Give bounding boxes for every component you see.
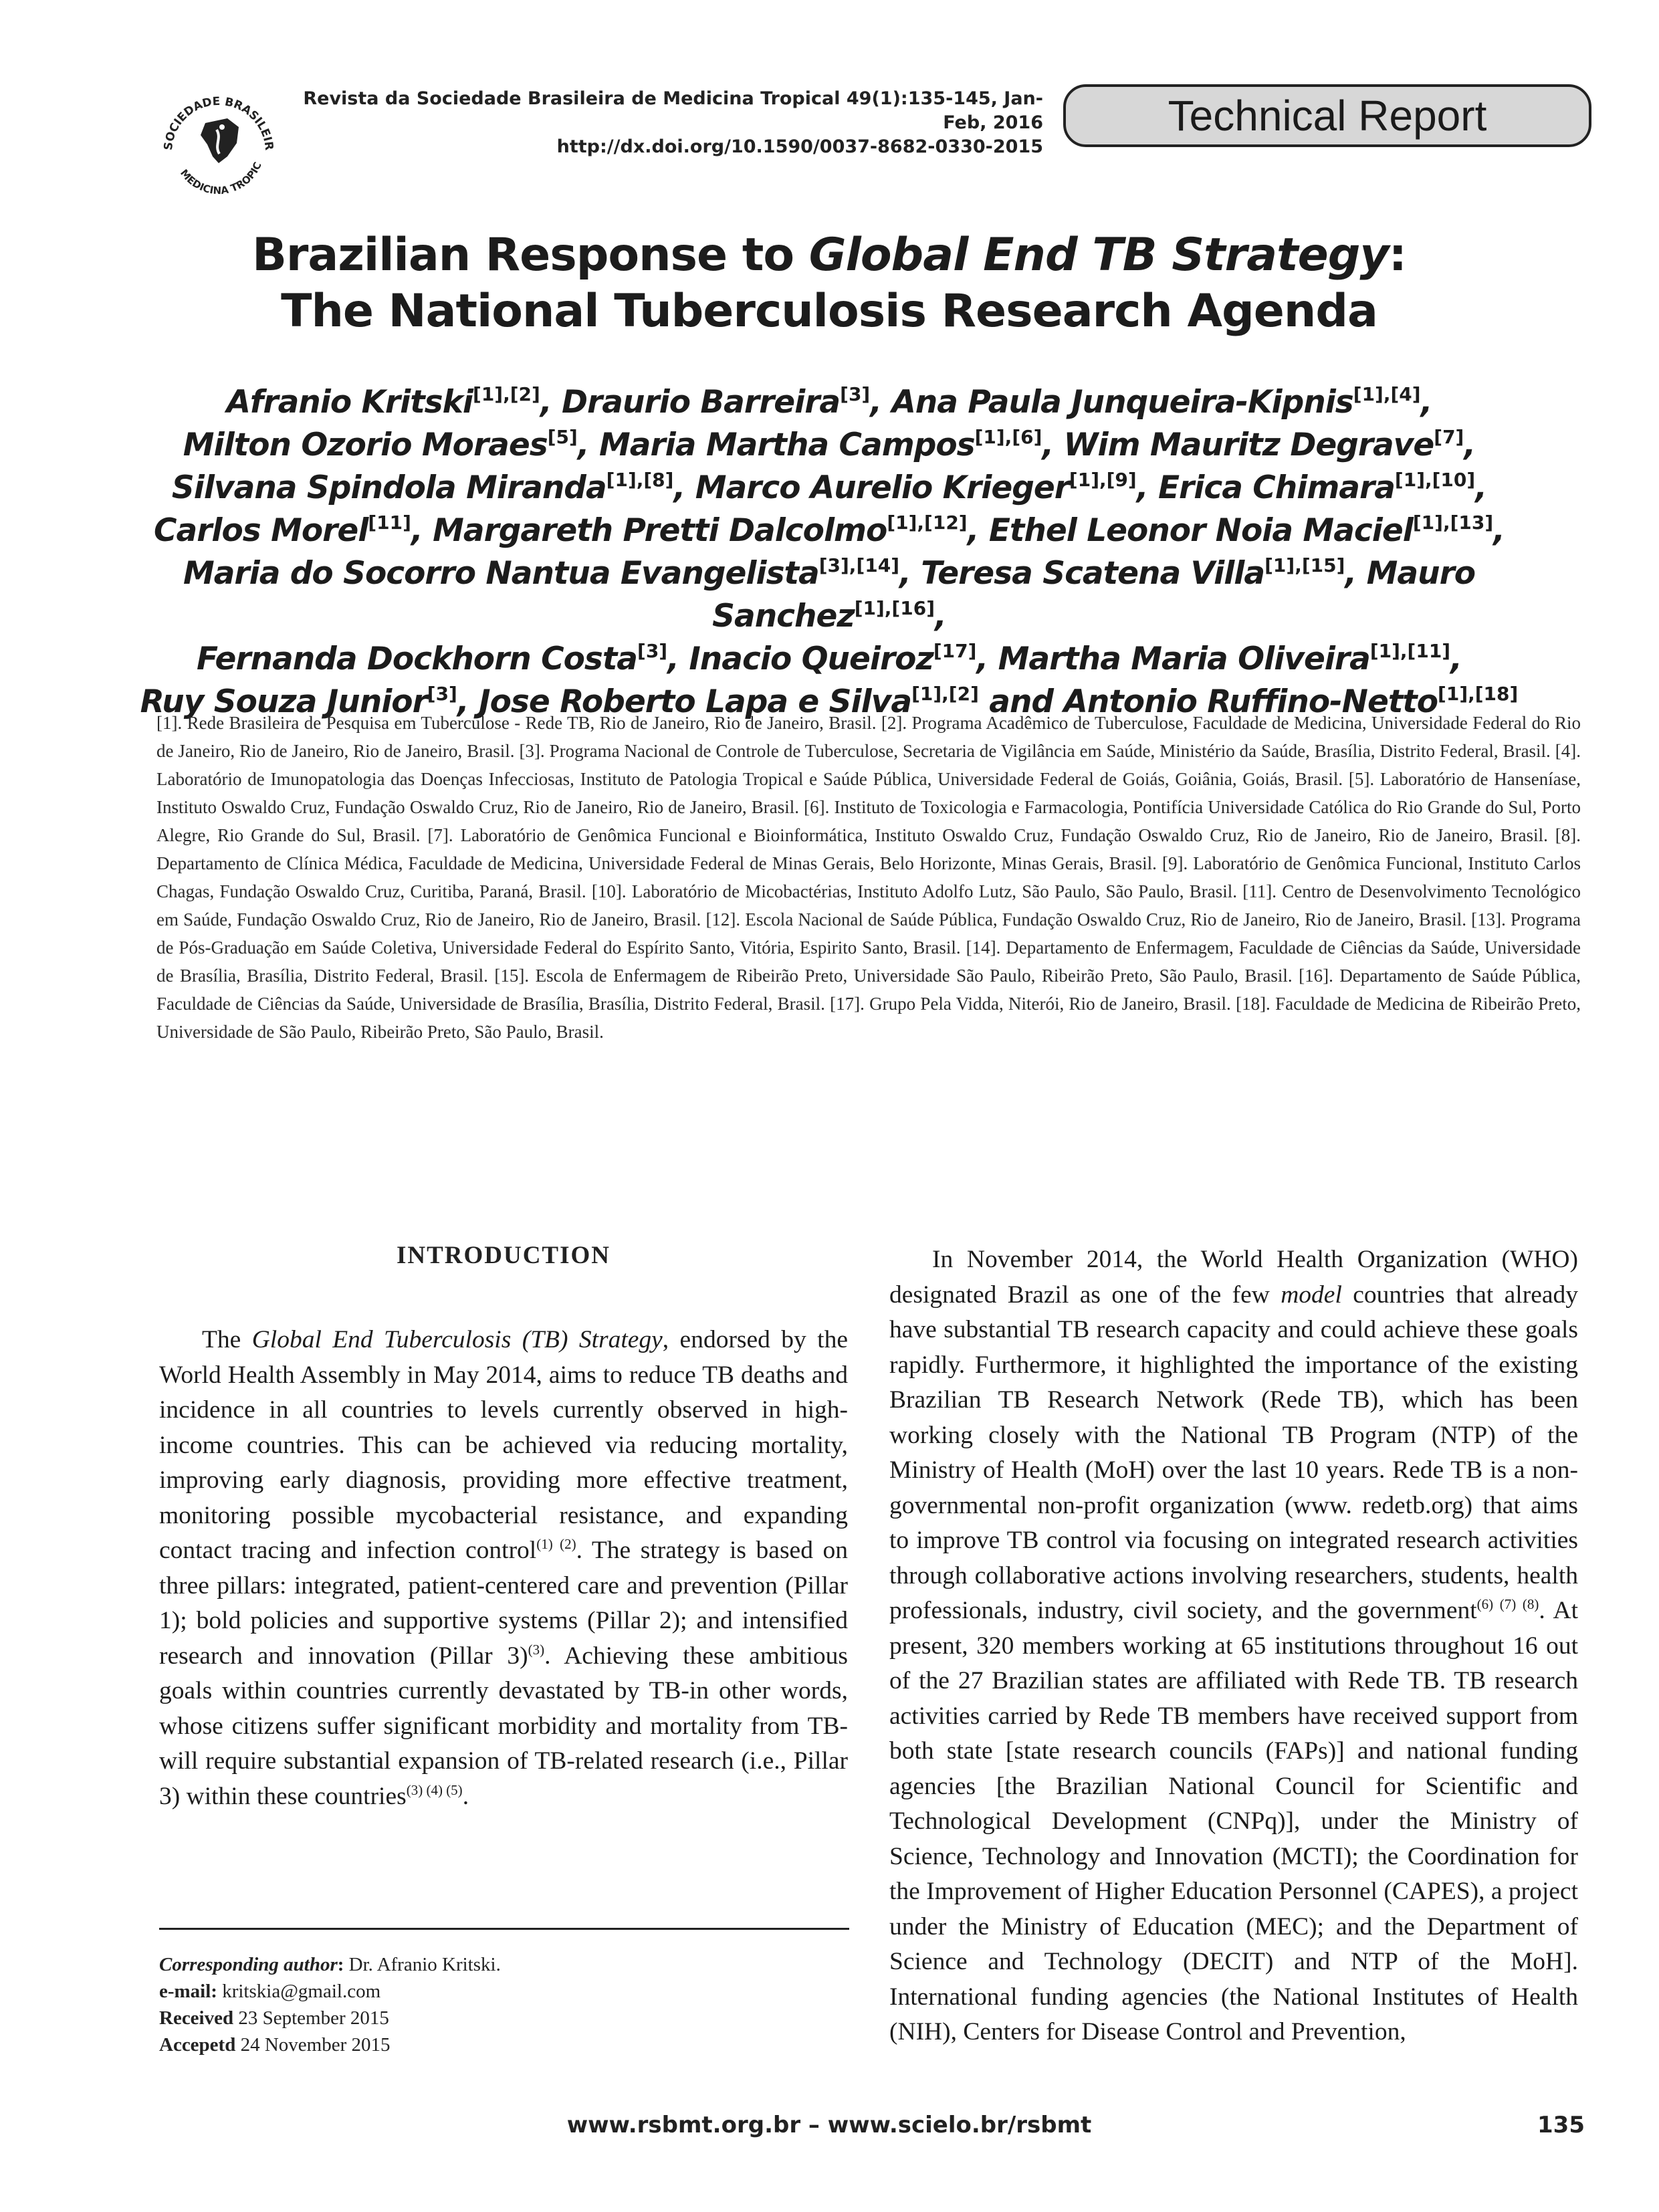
- text-run-italic: Global End Tuberculosis (TB) Strategy: [251, 1326, 663, 1353]
- title-line2: The National Tuberculosis Research Agenda: [281, 285, 1377, 338]
- section-heading-introduction: INTRODUCTION: [396, 1242, 611, 1269]
- society-logo: [155, 82, 282, 209]
- author-name: Martha Maria Oliveira: [998, 641, 1370, 677]
- page-number: 135: [1537, 2112, 1585, 2138]
- author-name: Ana Paula Junqueira-Kipnis: [891, 384, 1353, 421]
- author-name: Marco Aurelio Krieger: [695, 469, 1069, 506]
- doi-link[interactable]: http://dx.doi.org/10.1590/0037-8682-0330-2015: [556, 136, 1043, 157]
- author-conjunction: and: [989, 683, 1054, 720]
- author-affiliation: [1],[18]: [1438, 683, 1519, 705]
- author-affiliation: [1],[10]: [1394, 469, 1476, 491]
- affiliations-block: [1]. Rede Brasileira de Pesquisa em Tuberculose - Rede TB, Rio de Janeiro, Rio de Janeiro, Brasil. [2]. Programa Acadêmico de Tuberculose, Faculdade de Medicina, Universidade Federal do Rio de Janeiro, Rio de Janeiro, Rio de Janeiro, Brasil. [3]. Programa Nacional de Controle de Tuberculose, Secretaria de Vigilância em Saúde, Ministério da Saúde, Brasília, Distrito Federal, Brasil. [4]. Laboratório de Imunopatologia das Doenças Infecciosas, Instituto de Patologia Tropical e Saúde Pública, Universidade Federal de Goiás, Goiânia, Goiás, Brasil. [5]. Laboratório de Hanseníase, Instituto Oswaldo Cruz, Fundação Oswaldo Cruz, Rio de Janeiro, Rio de Janeiro, Brasil. [6]. Instituto de Toxicologia e Farmacologia, Pontifícia Universidade Católica do Rio Grande do Sul, Porto Alegre, Rio Grande do Sul, Brasil. [7]. Laboratório de Genômica Funcional e Bioinformática, Instituto Oswaldo Cruz, Fundação Oswaldo Cruz, Rio de Janeiro, Rio de Janeiro, Brasil. [8]. Departamento de Clínica Médica, Faculdade de Medicina, Universidade Federal de Minas Gerais, Belo Horizonte, Minas Gerais, Brasil. [9]. Laboratório de Genômica Funcional, Instituto Carlos Chagas, Fundação Oswaldo Cruz, Curitiba, Paraná, Brasil. [10]. Laboratório de Micobactérias, Instituto Adolfo Lutz, São Paulo, São Paulo, Brasil. [11]. Centro de Desenvolvimento Tecnológico em Saúde, Fundação Oswaldo Cruz, Rio de Janeiro, Rio de Janeiro, Brasil. [12]. Escola Nacional de Saúde Pública, Fundação Oswaldo Cruz, Rio de Janeiro, Rio de Janeiro, Brasil. [13]. Programa de Pós-Graduação em Saúde Coletiva, Universidade Federal do Espírito Santo, Vitória, Espirito Santo, Brasil. [14]. Departamento de Enfermagem, Faculdade de Ciências da Saúde, Universidade de Brasília, Brasília, Distrito Federal, Brasil. [15]. Escola de Enfermagem de Ribeirão Preto, Universidade São Paulo, Ribeirão Preto, São Paulo, Brasil. [16]. Departamento de Saúde Pública, Faculdade de Ciências da Saúde, Universidade de Brasília, Brasília, Distrito Federal, Brasil. [17]. Grupo Pela Vidda, Niterói, Rio de Janeiro, Brasil. [18]. Faculdade de Medicina de Ribeirão Preto, Universidade de São Paulo, Ribeirão Preto, São Paulo, Brasil.: [156, 713, 1581, 1042]
- author-affiliation: [1],[12]: [887, 512, 968, 534]
- author-name: Maria do Socorro Nantua Evangelista: [183, 555, 819, 592]
- author-name: Wim Mauritz Degrave: [1063, 427, 1434, 463]
- label-colon: :: [337, 1954, 344, 1975]
- author-affiliation: [7]: [1434, 426, 1464, 448]
- text-run: The: [202, 1326, 252, 1353]
- email-label: e-mail:: [159, 1981, 217, 2002]
- author-name: Erica Chimara: [1157, 469, 1395, 506]
- title-line1-end: :: [1388, 229, 1406, 282]
- author-name: Margareth Pretti Dalcolmo: [433, 512, 887, 549]
- footer-urls[interactable]: www.rsbmt.org.br – www.scielo.br/rsbmt: [566, 2112, 1092, 2138]
- author-name: Maria Martha Campos: [598, 427, 975, 463]
- citation-ref: (3) (4) (5): [406, 1781, 463, 1798]
- citation-ref: (1) (2): [536, 1536, 576, 1552]
- text-run: . Achieving these ambitious goals within countries currently devastated by TB-in other words, whose citizens suffer significant morbidity and mortality from TB-will require substantial expansion of TB-related research (i.e., Pillar 3) within these countries: [159, 1642, 848, 1810]
- author-name: Jose Roberto Lapa e Silva: [479, 683, 912, 720]
- article-type-badge: [1063, 84, 1591, 147]
- article-type-label: Technical Report: [1168, 92, 1487, 140]
- logo-text-top: SOCIEDADE BRASILEIR: [161, 94, 276, 151]
- footnote-divider: [159, 1928, 849, 1930]
- intro-paragraph-1: [159, 1323, 848, 1814]
- author-affiliation: [3],[14]: [818, 554, 900, 576]
- author-affiliation: [1],[13]: [1412, 512, 1494, 534]
- author-affiliation: [1],[2]: [473, 383, 540, 405]
- author-name: Antonio Ruffino-Netto: [1063, 683, 1438, 720]
- author-list: Afranio Kritski[1],[2], Draurio Barreira[3], Ana Paula Junqueira-Kipnis[1],[4], Milton Ozorio Moraes[5], Maria Martha Campos[1],[6], Wim Mauritz Degrave[7], Silvana Spindola Miranda[1],[8], Marco Aurelio Krieger[1],[9], Erica Chimara[1],[10], Carlos Morel[11], Margareth Pretti Dalcolmo[1],[12], Ethel Leonor Noia Maciel[1],[13], Maria do Socorro Nantua Evangelista[3],[14], Teresa Scatena Villa[1],[15], Mauro Sanchez[1],[16], Fernanda Dockhorn Costa[3], Inacio Queiroz[17], Martha Maria Oliveira[1],[11], Ruy Souza Junior[3], Jose Roberto Lapa e Silva[1],[2] and Antonio Ruffino-Netto[1],[18]: [140, 383, 1519, 720]
- author-affiliation: [1],[16]: [854, 597, 935, 619]
- text-run-italic: model: [1281, 1281, 1342, 1309]
- author-affiliation: [11]: [368, 512, 411, 534]
- text-run: . The strategy is based on three pillars: integrated, patient-centered care and prevention (Pillar 1); bold policies and supportive systems (Pillar 2); and intensified research and innovation (Pillar 3): [159, 1537, 848, 1670]
- intro-paragraph-2: [889, 1242, 1578, 2050]
- author-affiliation: [1],[9]: [1069, 469, 1137, 491]
- author-affiliation: [1],[6]: [974, 426, 1042, 448]
- title-line1-start: Brazilian Response to: [252, 229, 809, 282]
- text-run: . At present, 320 members working at 65 institutions throughout 16 out of the 27 Brazilian states are affiliated with Rede TB. TB research activities carried by Rede TB members have received support from both state [state research councils (FAPs)] and national funding agencies [the Brazilian National Council for Scientific and Technological Development (CNPq)], under the Ministry of Science, Technology and Innovation (MCTI); the Coordination for the Improvement of Higher Education Personnel (CAPES), a project under the Ministry of Education (MEC); and the Department of Science and Technology (DECIT) and NTP of the MoH]. International funding agencies (the National Institutes of Health (NIH), Centers for Disease Control and Prevention,: [889, 1597, 1579, 2045]
- text-run: .: [462, 1782, 469, 1810]
- author-name: Teresa Scatena Villa: [921, 555, 1265, 592]
- left-column: [159, 1323, 848, 1814]
- author-name: Ruy Souza Junior: [140, 683, 427, 720]
- author-name: Carlos Morel: [153, 512, 368, 549]
- journal-citation: [294, 87, 1043, 159]
- text-run: countries that already have substantial TB research capacity and could achieve these goals rapidly. Furthermore, it highlighted the importance of the existing Brazilian TB Research Network (Rede TB), which has been working closely with the National TB Program (NTP) of the Ministry of Health (MoH) over the last 10 years. Rede TB is a non-governmental non-profit organization (www. redetb.org) that aims to improve TB control via focusing on integrated research activities through collaborative actions involving researchers, students, health professionals, industry, civil society, and the government: [889, 1281, 1579, 1624]
- author-affiliation: [3]: [840, 383, 871, 405]
- author-affiliation: [1],[11]: [1369, 640, 1451, 662]
- accepted-label: Accepetd: [159, 2034, 236, 2056]
- text-run: In November 2014, the World Health Organization (WHO) designated Brazil as one of the few: [889, 1246, 1578, 1309]
- author-name: Silvana Spindola Miranda: [171, 469, 606, 506]
- author-affiliation: [3]: [427, 683, 457, 705]
- author-affiliation: [1],[8]: [606, 469, 674, 491]
- received-label: Received: [159, 2007, 234, 2029]
- author-name: Inacio Queiroz: [689, 641, 933, 677]
- accepted-date: 24 November 2015: [235, 2034, 391, 2056]
- author-affiliation: [1],[15]: [1264, 554, 1345, 576]
- article-title: [160, 227, 1498, 340]
- corresponding-author-value: Dr. Afranio Kritski.: [344, 1954, 501, 1975]
- author-affiliation: [5]: [547, 426, 578, 448]
- received-date: 23 September 2015: [233, 2007, 389, 2029]
- author-name: Draurio Barreira: [562, 384, 841, 421]
- author-name: Milton Ozorio Moraes: [183, 427, 548, 463]
- author-name: Ethel Leonor Noia Maciel: [988, 512, 1413, 549]
- author-affiliation: [1],[2]: [911, 683, 979, 705]
- citation-ref: (3): [528, 1641, 545, 1658]
- author-name: Afranio Kritski: [226, 384, 473, 421]
- citation-ref: (6) (7) (8): [1476, 1596, 1539, 1612]
- text-run: , endorsed by the World Health Assembly in May 2014, aims to reduce TB deaths and incidence in all countries to levels currently observed in high-income countries. This can be achieved via reducing mortality, improving early diagnosis, providing more effective treatment, monitoring possible mycobacterial resistance, and expanding contact tracing and infection control: [159, 1326, 848, 1564]
- logo-text-bottom: MEDICINA TROPIC: [178, 160, 264, 197]
- right-column: [889, 1242, 1578, 2050]
- email-value[interactable]: kritskia@gmail.com: [217, 1981, 381, 2002]
- brazil-map-icon: [201, 118, 239, 163]
- author-name: Fernanda Dockhorn Costa: [197, 641, 638, 677]
- author-name: Mauro Sanchez: [712, 555, 1476, 635]
- author-affiliation: [17]: [933, 640, 977, 662]
- correspondence-block: [159, 1951, 848, 2058]
- author-affiliation: [3]: [637, 640, 668, 662]
- corresponding-author-label: Corresponding author: [159, 1954, 338, 1975]
- journal-reference: Revista da Sociedade Brasileira de Medicina Tropical 49(1):135-145, Jan-Feb, 2016: [303, 88, 1043, 133]
- title-line1-italic: Global End TB Strategy: [808, 229, 1389, 282]
- author-affiliation: [1],[4]: [1353, 383, 1421, 405]
